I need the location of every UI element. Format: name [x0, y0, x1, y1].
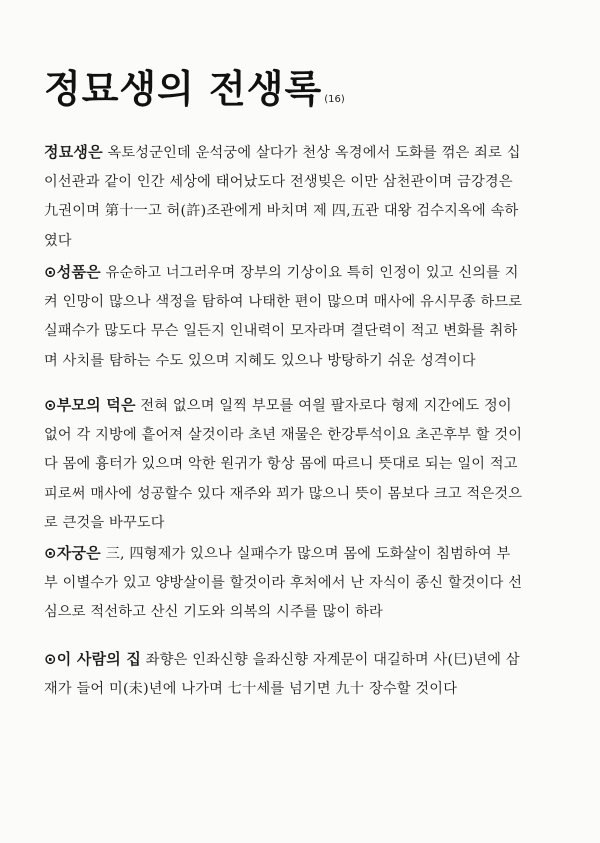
text-line: 켜 인망이 많으나 색정을 탐하여 나태한 편이 많으며 매사에 유시무종 하므로: [44, 293, 523, 310]
section-lead: ⊙성품은: [44, 263, 101, 281]
text-line: 였다: [44, 232, 72, 249]
text-line: 九권이며 第十一고 허(許)조관에게 바치며 제 四,五관 대왕 검수지옥에 속하: [44, 203, 519, 219]
text-line: 재가 들어 미(未)년에 나가며 七十세를 넘기면 九十 장수할 것이다: [44, 680, 458, 697]
section-children: [44, 539, 554, 628]
text-line: 옥토성군인데 운석궁에 살다가 천상 옥경에서 도화를 꺾은 죄로 십: [107, 145, 521, 161]
text-line: 실패수가 많도다 무슨 일든지 인내력이 모자라며 결단력이 적고 변화를 취하: [44, 323, 518, 339]
section-lead: ⊙이 사람의 집: [44, 650, 142, 668]
page-number: (16): [324, 94, 345, 105]
text-line: 좌향은 인좌신향 을좌신향 자계문이 대길하며 사(巳)년에 삼: [145, 652, 520, 668]
section-house: [44, 645, 554, 704]
section-lead: 정묘생은: [44, 143, 103, 161]
section-birth-year: [44, 138, 554, 256]
section-parents: [44, 391, 554, 539]
text-line: 심으로 적선하고 산신 기도와 의복의 시주를 많이 하라: [44, 604, 383, 620]
text-line: 며 사치를 탐하는 수도 있으며 지혜도 있으나 방탕하기 쉬운 성격이다: [44, 352, 476, 369]
text-line: 로 큰것을 바꾸도다: [44, 515, 165, 531]
text-line: 유순하고 너그러우며 장부의 기상이요 특히 인정이 있고 신의를 지: [105, 265, 519, 281]
text-line: 피로써 매사에 성공할수 있다 재주와 꾀가 많으니 뜻이 몸보다 크고 적은것으: [44, 485, 523, 502]
text-line: 다 몸에 흉터가 있으며 악한 원귀가 항상 몸에 따르니 뜻대로 되는 일이 적고: [44, 456, 518, 472]
section-personality: [44, 258, 554, 376]
text-line: 三, 四형제가 있으나 실패수가 많으며 몸에 도화살이 침범하여 부: [105, 546, 511, 562]
text-line: 전혀 없으며 일찍 부모를 여읠 팔자로다 형제 지간에도 정이: [140, 398, 512, 414]
section-lead: ⊙부모의 덕은: [44, 396, 136, 414]
section-lead: ⊙자궁은: [44, 544, 101, 562]
text-line: 부 이별수가 있고 양방살이를 할것이라 후처에서 난 자식이 종신 할것이다 선: [44, 574, 523, 591]
page-header: [44, 58, 345, 113]
text-line: 없어 각 지방에 흩어져 살것이라 초년 재물은 한강투석이요 초곤후부 할 것이: [44, 426, 523, 443]
text-line: 이선관과 같이 인간 세상에 태어났도다 전생빚은 이만 삼천관이며 금강경은: [44, 173, 513, 190]
page-title: 정묘생의 전생록: [44, 67, 323, 111]
